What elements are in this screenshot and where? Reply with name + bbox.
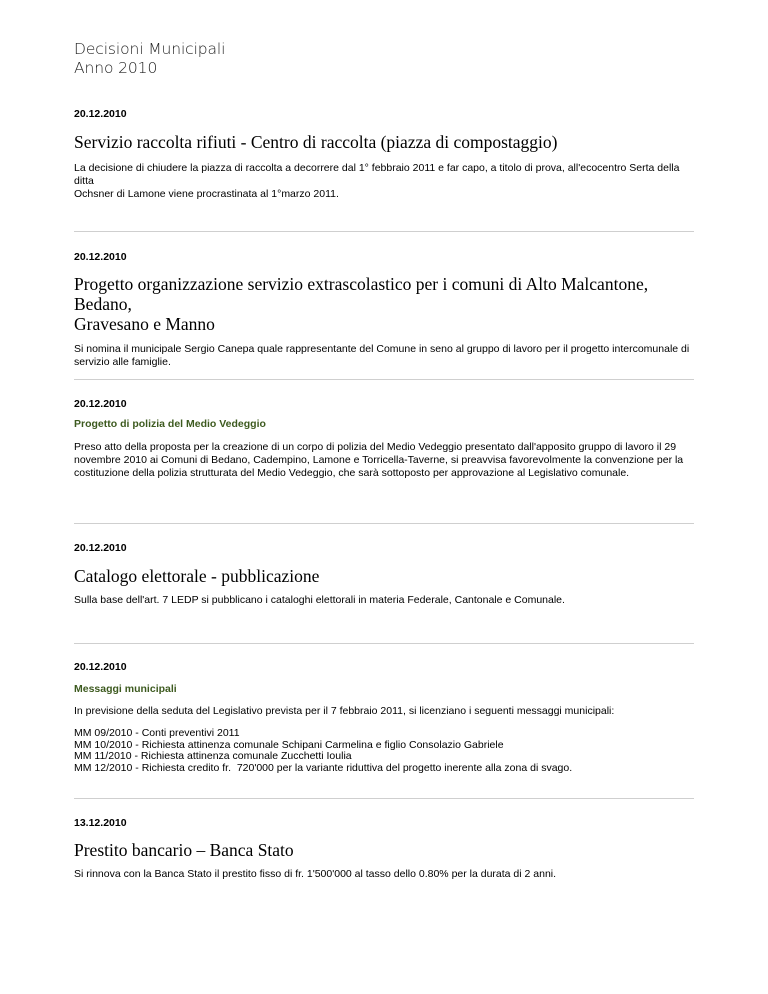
decision-entry (74, 661, 694, 774)
entry-date: 20.12.2010 (74, 251, 127, 263)
entry-divider (74, 231, 694, 232)
message-item: MM 10/2010 - Richiesta attinenza comunale Schipani Carmelina e figlio Consolazio Gabriele (74, 738, 504, 751)
entry-body: Sulla base dell'art. 7 LEDP si pubblicano i cataloghi elettorali in materia Federale, Cantonale e Comunale. (74, 594, 565, 606)
entry-date: 20.12.2010 (74, 398, 127, 410)
decision-entry (74, 817, 694, 881)
entry-body: La decisione di chiudere la piazza di raccolta a decorrere dal 1° febbraio 2011 e far capo, a titolo di prova, all'ecocentro Serta della ditta Ochsner di Lamone viene procrastinata al 1°marzo 2011. (74, 162, 680, 200)
message-item: MM 12/2010 - Richiesta credito fr. 720'000 per la variante riduttiva del progetto inerente alla zona di svago. (74, 761, 573, 774)
decision-entry (74, 108, 694, 201)
entry-divider (74, 379, 694, 380)
entry-title: Servizio raccolta rifiuti - Centro di raccolta (piazza di compostaggio) (74, 132, 558, 152)
entry-title: Progetto organizzazione servizio extrascolastico per i comuni di Alto Malcantone, Bedano, Gravesano e Manno (74, 274, 649, 334)
entry-body: Si nomina il municipale Sergio Canepa quale rappresentante del Comune in seno al gruppo di lavoro per il progetto intercomunale di servizio alle famiglie. (74, 343, 690, 368)
entry-divider (74, 798, 694, 799)
decision-entry (74, 398, 694, 480)
header-title: Decisioni Municipali (74, 40, 226, 58)
entry-title: Catalogo elettorale - pubblicazione (74, 566, 320, 586)
page-header (74, 40, 225, 78)
entry-date: 13.12.2010 (74, 817, 127, 829)
entry-title: Messaggi municipali (74, 683, 177, 695)
entry-date: 20.12.2010 (74, 661, 127, 673)
messages-list (74, 728, 694, 774)
entry-title: Progetto di polizia del Medio Vedeggio (74, 418, 266, 430)
entry-divider (74, 643, 694, 644)
entry-date: 20.12.2010 (74, 542, 127, 554)
entry-divider (74, 523, 694, 524)
decision-entry (74, 542, 694, 607)
entry-date: 20.12.2010 (74, 108, 127, 120)
entry-body: Si rinnova con la Banca Stato il prestito fisso di fr. 1'500'000 al tasso dello 0.80% per la durata di 2 anni. (74, 868, 557, 880)
entry-body: Preso atto della proposta per la creazione di un corpo di polizia del Medio Vedeggio presentato dall'apposito gruppo di lavoro il 29 novembre 2010 ai Comuni di Bedano, Cadempino, Lamone e Torricella-Taverne, si preavvisa favorevolmente la convenzione per la costituzione della polizia strutturata del Medio Vedeggio, che sarà sottoposto per approvazione al Legislativo comunale. (74, 441, 684, 479)
entry-title: Prestito bancario – Banca Stato (74, 840, 294, 860)
message-item: MM 09/2010 - Conti preventivi 2011 (74, 727, 240, 739)
message-item: MM 11/2010 - Richiesta attinenza comunale Zucchetti Ioulia (74, 750, 352, 762)
entry-body: In previsione della seduta del Legislativo prevista per il 7 febbraio 2011, si licenziano i seguenti messaggi municipali: (74, 705, 615, 717)
header-year: Anno 2010 (74, 59, 158, 77)
decision-entry (74, 251, 694, 369)
